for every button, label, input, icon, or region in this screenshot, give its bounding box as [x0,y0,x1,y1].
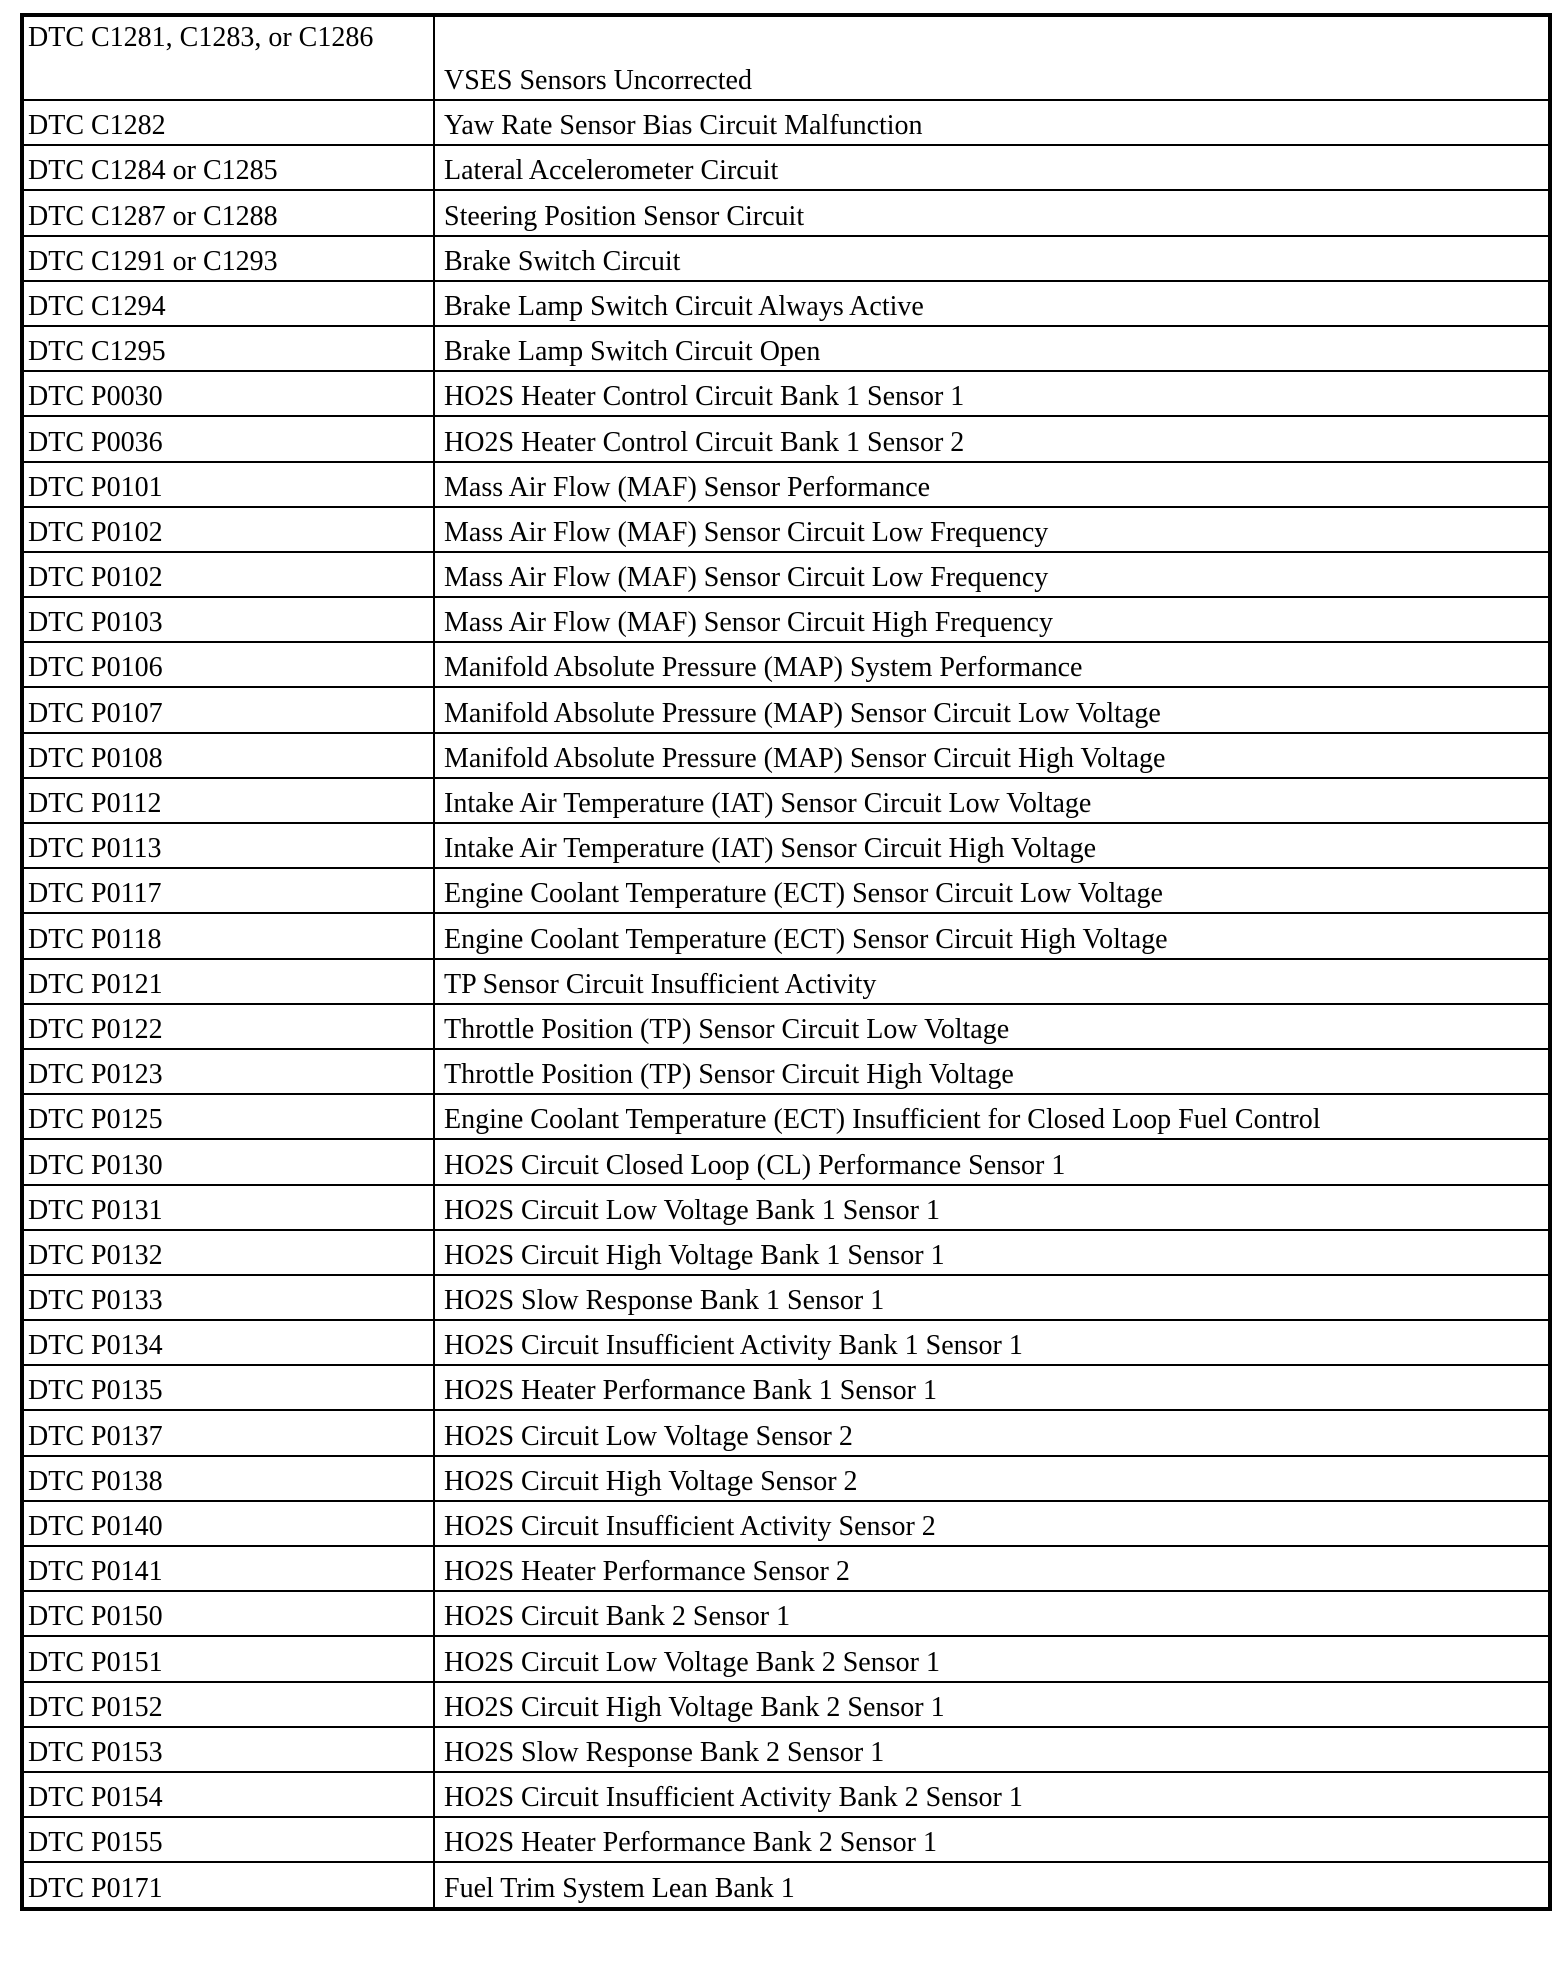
dtc-description-cell: Intake Air Temperature (IAT) Sensor Circuit High Voltage [434,823,1550,868]
table-row [22,507,1550,552]
dtc-code-cell: DTC P0134 [22,1320,434,1365]
table-row [22,416,1550,461]
table-row [22,281,1550,326]
dtc-description-cell: Mass Air Flow (MAF) Sensor Performance [434,462,1550,507]
table-row [22,1275,1550,1320]
table-row [22,371,1550,416]
dtc-description-cell: HO2S Circuit Closed Loop (CL) Performance Sensor 1 [434,1139,1550,1184]
dtc-code-cell: DTC P0118 [22,913,434,958]
dtc-code-cell: DTC P0140 [22,1501,434,1546]
dtc-code-cell: DTC P0113 [22,823,434,868]
table-row [22,1682,1550,1727]
table-row [22,1230,1550,1275]
dtc-code-cell: DTC C1287 or C1288 [22,190,434,235]
dtc-code-cell: DTC P0030 [22,371,434,416]
table-row [22,1591,1550,1636]
dtc-description-cell: Throttle Position (TP) Sensor Circuit Low Voltage [434,1004,1550,1049]
dtc-code-cell: DTC P0122 [22,1004,434,1049]
dtc-description-cell: Mass Air Flow (MAF) Sensor Circuit High Frequency [434,597,1550,642]
table-row [22,778,1550,823]
dtc-description-cell: Manifold Absolute Pressure (MAP) Sensor Circuit Low Voltage [434,687,1550,732]
table-row [22,868,1550,913]
dtc-description-cell: HO2S Circuit Low Voltage Bank 1 Sensor 1 [434,1185,1550,1230]
dtc-code-cell: DTC C1281, C1283, or C1286 [22,15,434,100]
table-row [22,326,1550,371]
dtc-description-cell: HO2S Circuit High Voltage Bank 2 Sensor 1 [434,1682,1550,1727]
dtc-code-cell: DTC P0138 [22,1456,434,1501]
dtc-description-cell: Throttle Position (TP) Sensor Circuit High Voltage [434,1049,1550,1094]
dtc-code-cell: DTC C1291 or C1293 [22,236,434,281]
dtc-code-cell: DTC C1282 [22,100,434,145]
dtc-code-cell: DTC C1295 [22,326,434,371]
dtc-description-cell: HO2S Circuit High Voltage Bank 1 Sensor 1 [434,1230,1550,1275]
dtc-description-cell: HO2S Circuit Bank 2 Sensor 1 [434,1591,1550,1636]
dtc-description-cell: HO2S Circuit Low Voltage Bank 2 Sensor 1 [434,1636,1550,1681]
table-row [22,733,1550,778]
table-row [22,145,1550,190]
dtc-code-cell: DTC P0123 [22,1049,434,1094]
dtc-table-body [22,15,1550,1909]
table-row [22,1772,1550,1817]
dtc-description-cell: HO2S Slow Response Bank 1 Sensor 1 [434,1275,1550,1320]
dtc-code-cell: DTC P0101 [22,462,434,507]
dtc-description-cell: Manifold Absolute Pressure (MAP) Sensor Circuit High Voltage [434,733,1550,778]
dtc-code-cell: DTC P0108 [22,733,434,778]
dtc-description-cell: Mass Air Flow (MAF) Sensor Circuit Low Frequency [434,507,1550,552]
dtc-code-cell: DTC P0131 [22,1185,434,1230]
table-row [22,1320,1550,1365]
dtc-description-cell: HO2S Circuit High Voltage Sensor 2 [434,1456,1550,1501]
table-row [22,1139,1550,1184]
table-row [22,1049,1550,1094]
dtc-description-cell: HO2S Heater Performance Sensor 2 [434,1546,1550,1591]
table-row [22,1094,1550,1139]
dtc-description-cell: Manifold Absolute Pressure (MAP) System Performance [434,642,1550,687]
dtc-description-cell: Lateral Accelerometer Circuit [434,145,1550,190]
dtc-description-cell: Engine Coolant Temperature (ECT) Sensor Circuit High Voltage [434,913,1550,958]
dtc-code-cell: DTC P0154 [22,1772,434,1817]
dtc-description-cell: TP Sensor Circuit Insufficient Activity [434,959,1550,1004]
table-row [22,1410,1550,1455]
dtc-code-cell: DTC P0112 [22,778,434,823]
dtc-description-cell: HO2S Heater Performance Bank 2 Sensor 1 [434,1817,1550,1862]
table-row [22,190,1550,235]
dtc-description-cell: HO2S Heater Performance Bank 1 Sensor 1 [434,1365,1550,1410]
dtc-description-cell: HO2S Slow Response Bank 2 Sensor 1 [434,1727,1550,1772]
table-row [22,1365,1550,1410]
dtc-code-cell: DTC P0125 [22,1094,434,1139]
dtc-description-cell: Intake Air Temperature (IAT) Sensor Circuit Low Voltage [434,778,1550,823]
dtc-description-cell: HO2S Circuit Insufficient Activity Bank 2 Sensor 1 [434,1772,1550,1817]
dtc-code-cell: DTC P0133 [22,1275,434,1320]
dtc-code-cell: DTC P0036 [22,416,434,461]
table-row [22,1501,1550,1546]
dtc-code-cell: DTC P0153 [22,1727,434,1772]
table-row [22,823,1550,868]
dtc-code-cell: DTC P0107 [22,687,434,732]
dtc-description-cell: HO2S Heater Control Circuit Bank 1 Sensor 2 [434,416,1550,461]
table-row [22,1862,1550,1908]
dtc-description-cell: Brake Switch Circuit [434,236,1550,281]
dtc-code-cell: DTC P0152 [22,1682,434,1727]
table-row [22,687,1550,732]
table-row [22,1546,1550,1591]
dtc-code-cell: DTC P0137 [22,1410,434,1455]
dtc-description-cell: Yaw Rate Sensor Bias Circuit Malfunction [434,100,1550,145]
table-row [22,1636,1550,1681]
dtc-description-cell: HO2S Circuit Low Voltage Sensor 2 [434,1410,1550,1455]
dtc-description-cell: HO2S Circuit Insufficient Activity Sensor 2 [434,1501,1550,1546]
dtc-description-cell: Brake Lamp Switch Circuit Always Active [434,281,1550,326]
table-row [22,1185,1550,1230]
table-row [22,236,1550,281]
table-row [22,15,1550,100]
table-row [22,1727,1550,1772]
table-row [22,462,1550,507]
dtc-code-cell: DTC P0102 [22,507,434,552]
dtc-description-cell: HO2S Heater Control Circuit Bank 1 Sensor 1 [434,371,1550,416]
dtc-code-cell: DTC P0132 [22,1230,434,1275]
table-row [22,100,1550,145]
dtc-code-cell: DTC P0103 [22,597,434,642]
table-row [22,913,1550,958]
table-row [22,959,1550,1004]
dtc-description-cell: HO2S Circuit Insufficient Activity Bank 1 Sensor 1 [434,1320,1550,1365]
dtc-code-cell: DTC P0121 [22,959,434,1004]
dtc-code-cell: DTC P0150 [22,1591,434,1636]
dtc-description-cell: VSES Sensors Uncorrected [434,15,1550,100]
dtc-code-cell: DTC P0102 [22,552,434,597]
dtc-description-cell: Steering Position Sensor Circuit [434,190,1550,235]
dtc-code-cell: DTC P0117 [22,868,434,913]
dtc-code-cell: DTC C1294 [22,281,434,326]
dtc-code-cell: DTC P0141 [22,1546,434,1591]
dtc-code-cell: DTC C1284 or C1285 [22,145,434,190]
dtc-description-cell: Brake Lamp Switch Circuit Open [434,326,1550,371]
dtc-description-cell: Engine Coolant Temperature (ECT) Sensor Circuit Low Voltage [434,868,1550,913]
table-row [22,1004,1550,1049]
dtc-table [20,13,1552,1911]
table-row [22,552,1550,597]
dtc-code-cell: DTC P0155 [22,1817,434,1862]
dtc-code-cell: DTC P0171 [22,1862,434,1908]
dtc-code-cell: DTC P0151 [22,1636,434,1681]
dtc-table-container [20,13,1548,1911]
dtc-description-cell: Engine Coolant Temperature (ECT) Insufficient for Closed Loop Fuel Control [434,1094,1550,1139]
table-row [22,1456,1550,1501]
table-row [22,642,1550,687]
dtc-code-cell: DTC P0135 [22,1365,434,1410]
dtc-description-cell: Mass Air Flow (MAF) Sensor Circuit Low Frequency [434,552,1550,597]
dtc-description-cell: Fuel Trim System Lean Bank 1 [434,1862,1550,1908]
dtc-code-cell: DTC P0106 [22,642,434,687]
dtc-code-cell: DTC P0130 [22,1139,434,1184]
table-row [22,1817,1550,1862]
table-row [22,597,1550,642]
